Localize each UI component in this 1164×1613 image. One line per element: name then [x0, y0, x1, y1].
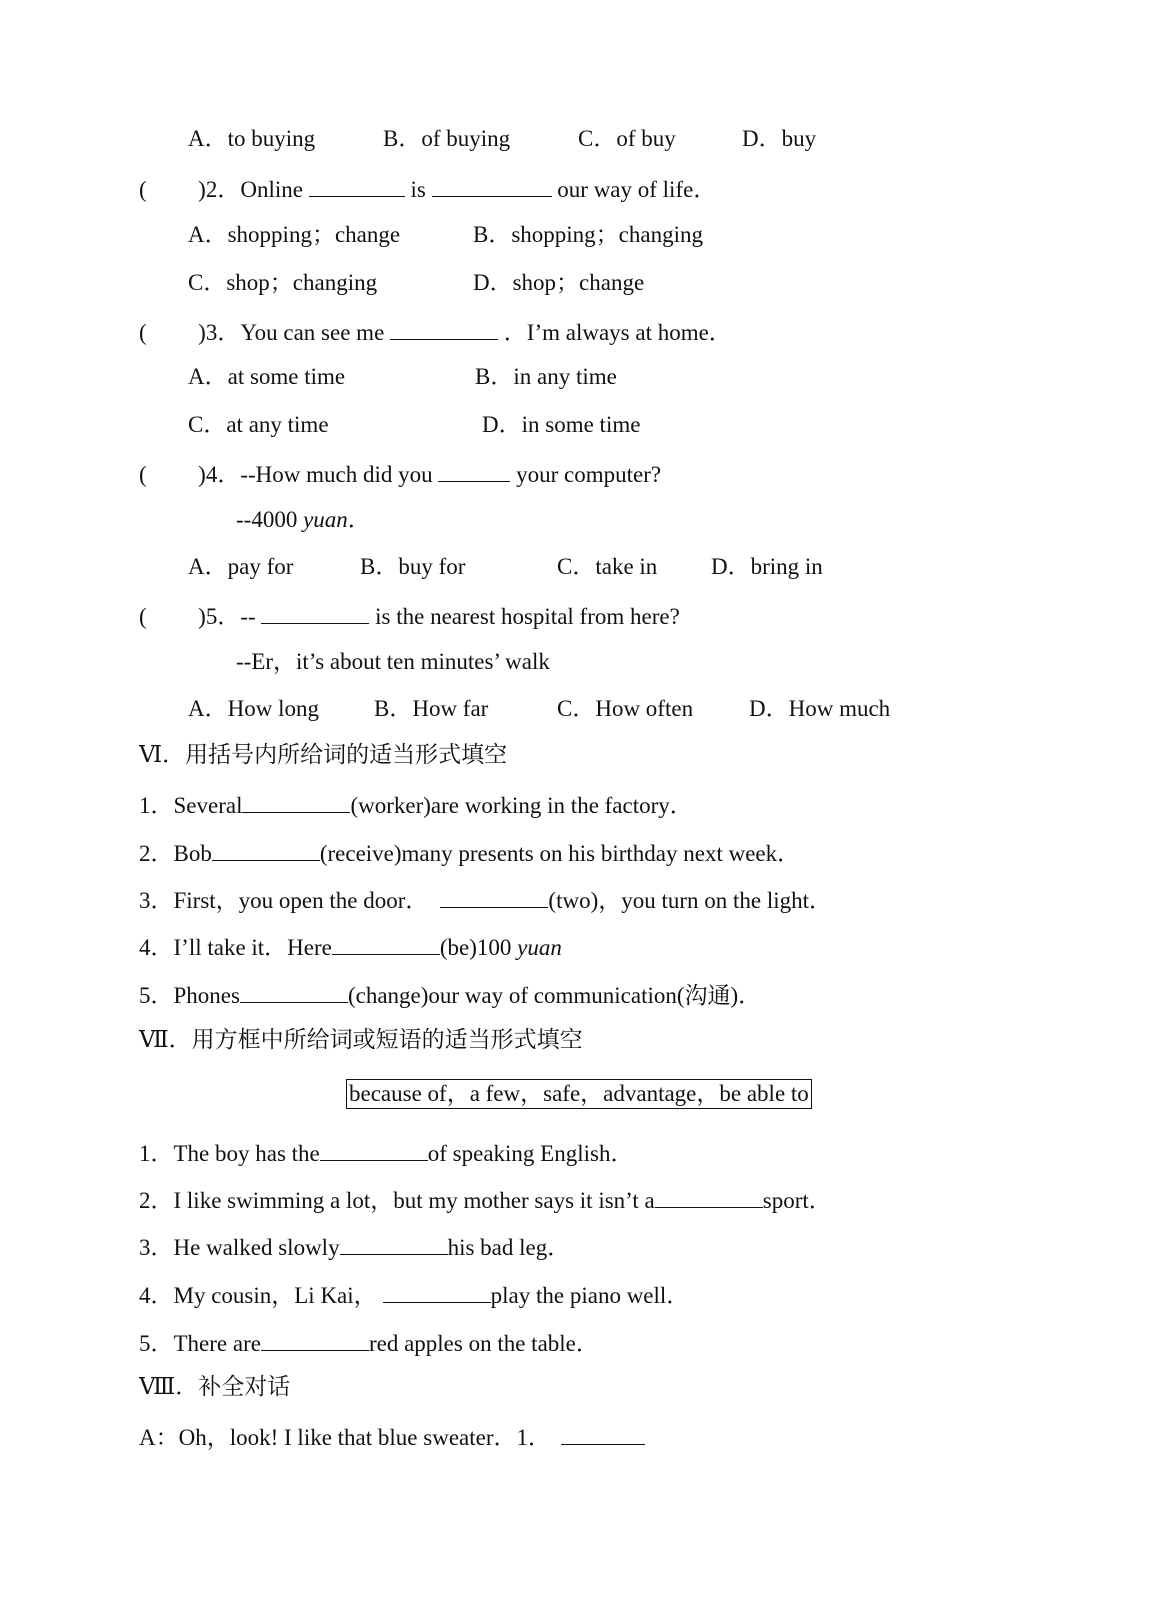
s6-item-1: 1．Several (worker)are working in the factory． [139, 788, 693, 818]
answer-blank[interactable] [212, 836, 320, 861]
q3-option-c: C．at any time [188, 412, 329, 437]
q4-option-b: B．buy for [360, 554, 466, 579]
q1-option-d: D．buy [742, 126, 817, 151]
answer-blank[interactable] [332, 930, 440, 955]
dialogue-line-1: A：Oh，look! I like that blue sweater．1． [139, 1420, 645, 1450]
q3-option-d: D．in some time [482, 412, 641, 437]
q3-option-b: B．in any time [475, 364, 617, 389]
s7-item-4: 4．My cousin，Li Kai， play the piano well． [139, 1278, 689, 1308]
word-box-text: because of，a few，safe，advantage，be able to [346, 1079, 812, 1109]
q1-option-b: B．of buying [383, 126, 511, 151]
section-6-title: Ⅵ．用括号内所给词的适当形式填空 [139, 742, 508, 767]
answer-blank[interactable] [432, 172, 552, 197]
q1-option-c: C．of buy [578, 126, 676, 151]
answer-blank[interactable] [340, 1230, 448, 1255]
q2-option-c: C．shop；changing [188, 270, 378, 295]
answer-blank[interactable] [242, 788, 350, 813]
answer-blank[interactable] [390, 315, 498, 340]
q4-option-c: C．take in [557, 554, 658, 579]
s7-item-1: 1．The boy has the of speaking English． [139, 1136, 633, 1166]
word-box [346, 1079, 812, 1111]
section-7-title: Ⅶ．用方框中所给词或短语的适当形式填空 [139, 1027, 583, 1052]
answer-blank[interactable] [655, 1183, 763, 1208]
question-4: ( )4．--How much did you your computer? [139, 457, 661, 487]
s6-item-5: 5．Phones (change)our way of communication(沟通)． [139, 978, 761, 1008]
answer-blank[interactable] [383, 1278, 491, 1303]
q2-option-d: D．shop；change [473, 270, 645, 295]
s6-item-4: 4．I’ll take it．Here (be)100 yuan [139, 930, 562, 960]
q2-option-b: B．shopping；changing [473, 222, 703, 247]
q5-option-c: C．How often [557, 696, 694, 721]
q4-answer: --4000 yuan． [236, 507, 371, 532]
q2-option-a: A．shopping；change [188, 222, 401, 247]
answer-blank[interactable] [261, 1326, 369, 1351]
section-8-title: Ⅷ．补全对话 [139, 1374, 291, 1399]
question-stem: )2．Online [198, 177, 303, 202]
q3-option-a: A．at some time [188, 364, 346, 389]
q5-answer: --Er，it’s about ten minutes’ walk [236, 649, 550, 674]
question-5: ( )5．-- is the nearest hospital from here? [139, 599, 680, 629]
answer-blank[interactable] [320, 1136, 428, 1161]
s6-item-3: 3．First，you open the door． (two)，you turn on the light． [139, 883, 832, 913]
question-2: ( )2．Online is our way of life． [139, 172, 716, 202]
answer-blank[interactable] [261, 599, 369, 624]
q5-option-b: B．How far [374, 696, 489, 721]
q5-option-d: D．How much [749, 696, 891, 721]
answer-blank[interactable] [561, 1420, 645, 1445]
answer-blank[interactable] [240, 978, 348, 1003]
answer-blank[interactable] [309, 172, 405, 197]
answer-paren: ( [139, 177, 147, 202]
q4-option-a: A．pay for [188, 554, 294, 579]
s7-item-5: 5．There are red apples on the table． [139, 1326, 599, 1356]
answer-blank[interactable] [438, 457, 510, 482]
answer-blank[interactable] [440, 883, 548, 908]
s7-item-2: 2．I like swimming a lot，but my mother says it isn’t a sport． [139, 1183, 832, 1213]
s6-item-2: 2．Bob (receive)many presents on his birthday next week． [139, 836, 800, 866]
s7-item-3: 3．He walked slowly his bad leg． [139, 1230, 570, 1260]
q4-option-d: D．bring in [711, 554, 823, 579]
question-3: ( )3．You can see me ．I’m always at home． [139, 315, 732, 345]
q1-option-a: A．to buying [188, 126, 316, 151]
q5-option-a: A．How long [188, 696, 319, 721]
